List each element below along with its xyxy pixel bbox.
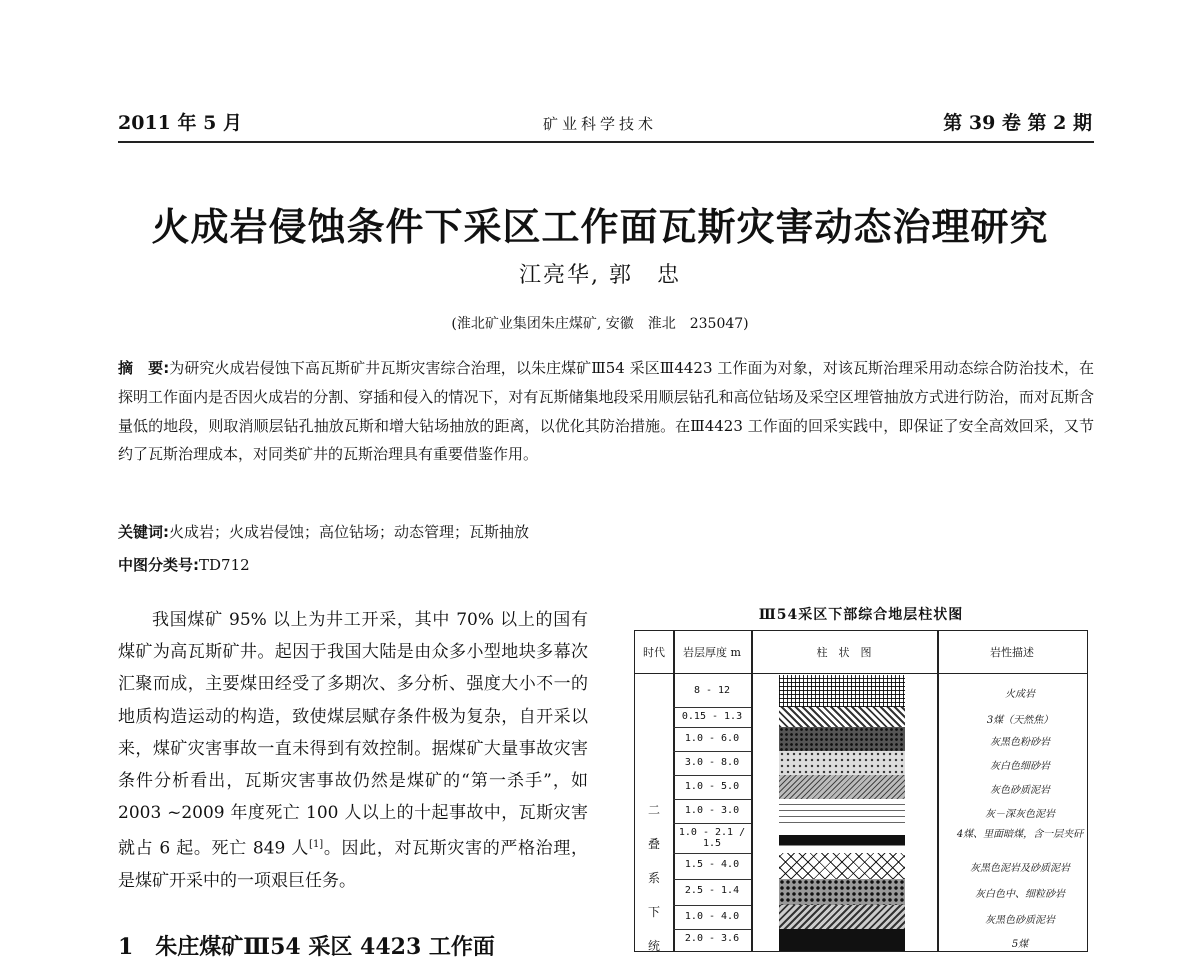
header-description: 岩性描述 <box>937 631 1087 674</box>
row-line <box>673 929 751 930</box>
strata-sandy-mudstone <box>779 775 905 799</box>
divider-2 <box>751 631 753 952</box>
row-line <box>673 751 751 752</box>
description-cell: 火成岩 <box>1005 689 1035 700</box>
keywords-text: 火成岩；火成岩侵蚀；高位钻场；动态管理；瓦斯抽放 <box>169 523 530 541</box>
description-cell: 灰白色细砂岩 <box>990 761 1050 772</box>
strata-coal-3 <box>779 707 905 727</box>
body-text-a: 我国煤矿 95% 以上为井工开采，其中 70% 以上的国有煤矿为高瓦斯矿井。起因于我国大陆是由众多小型地块多幕次汇聚而成，主要煤田经受了多期次、多分析、强度大小不一的地质构造运动的构造，致使煤层赋存条件极为复杂，自开采以来，煤矿灾害事故一直未得到有效控制。据煤矿大量事故灾害条件分析看出，瓦斯灾害事故仍然是煤矿的“第一杀手”，如 2003 ~2009 年度死亡 100 人以上的十起事故中，瓦斯灾害就占 6 起。死亡 849 人 <box>118 610 588 860</box>
clc-text: TD712 <box>199 556 250 574</box>
row-line <box>673 775 751 776</box>
paper-authors: 江亮华, 郭 忠 <box>519 263 681 288</box>
strata-mudstone-sandy <box>779 853 905 879</box>
stratigraphic-column-figure <box>634 630 1088 952</box>
classification-number <box>118 554 250 575</box>
section-heading: 1 朱庄煤矿Ⅲ54 采区 4423 工作面 <box>118 934 495 960</box>
keywords <box>118 521 529 542</box>
journal-volume-issue: 第 39 卷 第 2 期 <box>943 112 1092 134</box>
thickness-cell: 0.15 - 1.3 <box>681 711 743 722</box>
thickness-cell: 2.5 - 1.4 <box>684 885 740 896</box>
strata-mudstone <box>779 799 905 823</box>
abstract-label: 摘 要: <box>118 359 170 377</box>
thickness-cell: 1.5 - 4.0 <box>684 859 740 870</box>
row-line <box>673 799 751 800</box>
header-column: 柱 状 图 <box>751 631 937 674</box>
body-paragraph <box>118 604 588 897</box>
row-line <box>673 879 751 880</box>
description-cell: 3煤（天然焦） <box>986 715 1054 726</box>
journal-date: 2011 年 5 月 <box>118 112 242 134</box>
abstract <box>118 354 1094 469</box>
description-cell: 灰黑色粉砂岩 <box>990 737 1050 748</box>
thickness-cell: 1.0 - 6.0 <box>684 733 740 744</box>
era-char: 下 <box>647 905 660 919</box>
strata-coal-5 <box>779 929 905 952</box>
description-cell: 灰色砂质泥岩 <box>990 785 1050 796</box>
citation-ref: [1] <box>309 839 324 851</box>
description-cell: 4煤、里面暗煤，含一层夹矸 <box>956 829 1084 840</box>
era-char: 二 <box>647 803 660 817</box>
description-cell: 灰白色中、细粒砂岩 <box>975 889 1065 900</box>
strata-sandy-mudstone-2 <box>779 905 905 929</box>
row-line <box>673 727 751 728</box>
description-cell: 灰－深灰色泥岩 <box>985 809 1055 820</box>
header-rule <box>118 141 1094 143</box>
row-line <box>673 853 751 854</box>
journal-name: 矿业科学技术 <box>542 115 657 133</box>
strata-siltstone <box>779 727 905 751</box>
abstract-text: 为研究火成岩侵蚀下高瓦斯矿井瓦斯灾害综合治理，以朱庄煤矿Ⅲ54 采区Ⅲ4423 工作面为对象，对该瓦斯治理采用动态综合防治技术，在探明工作面内是否因火成岩的分割、穿插和侵入的情况下，对有瓦斯储集地段采用顺层钻孔和高位钻场及采空区埋管抽放方式进行防治，而对瓦斯含量低的地段，则取消顺层钻孔抽放瓦斯和增大钻场抽放的距离，以优化其防治措施。在Ⅲ4423 工作面的回采实践中，即保证了安全高效回采，又节约了瓦斯治理成本，对同类矿井的瓦斯治理具有重要借鉴作用。 <box>118 359 1095 464</box>
strata-medium-sandstone <box>779 879 905 905</box>
row-line <box>673 905 751 906</box>
thickness-cell: 2.0 - 3.6 <box>684 933 740 944</box>
era-char: 系 <box>647 871 660 885</box>
paper-title: 火成岩侵蚀条件下采区工作面瓦斯灾害动态治理研究 <box>151 204 1049 249</box>
description-cell: 5煤 <box>1011 939 1029 950</box>
keywords-label: 关键词: <box>118 523 169 541</box>
strata-coal-4 <box>779 823 905 853</box>
clc-label: 中图分类号: <box>118 556 199 574</box>
strata-igneous <box>779 675 905 707</box>
description-cell: 灰黑色砂质泥岩 <box>985 915 1055 926</box>
author-affiliation: (淮北矿业集团朱庄煤矿, 安徽 淮北 235047) <box>451 316 749 332</box>
thickness-cell: 3.0 - 8.0 <box>684 757 740 768</box>
body-text-b: 。因此，对瓦斯灾害的严格治理，是煤矿开采中的一项艰巨任务。 <box>118 839 588 892</box>
thickness-cell: 1.0 - 4.0 <box>684 911 740 922</box>
header-era: 时代 <box>635 631 673 674</box>
era-char: 叠 <box>647 837 660 851</box>
row-line <box>673 823 751 824</box>
era-char: 统 <box>647 939 660 952</box>
thickness-cell: 1.0 - 2.1 / 1.5 <box>678 827 746 849</box>
thickness-cell: 1.0 - 5.0 <box>684 781 740 792</box>
thickness-cell: 1.0 - 3.0 <box>684 805 740 816</box>
row-line <box>673 707 751 708</box>
description-cell: 灰黑色泥岩及砂质泥岩 <box>970 863 1070 874</box>
header-thickness: 岩层厚度 m <box>673 631 751 674</box>
thickness-cell: 8 - 12 <box>693 685 731 696</box>
figure-title: Ⅲ54采区下部综合地层柱状图 <box>758 607 964 623</box>
divider-3 <box>937 631 939 952</box>
strata-fine-sandstone <box>779 751 905 775</box>
